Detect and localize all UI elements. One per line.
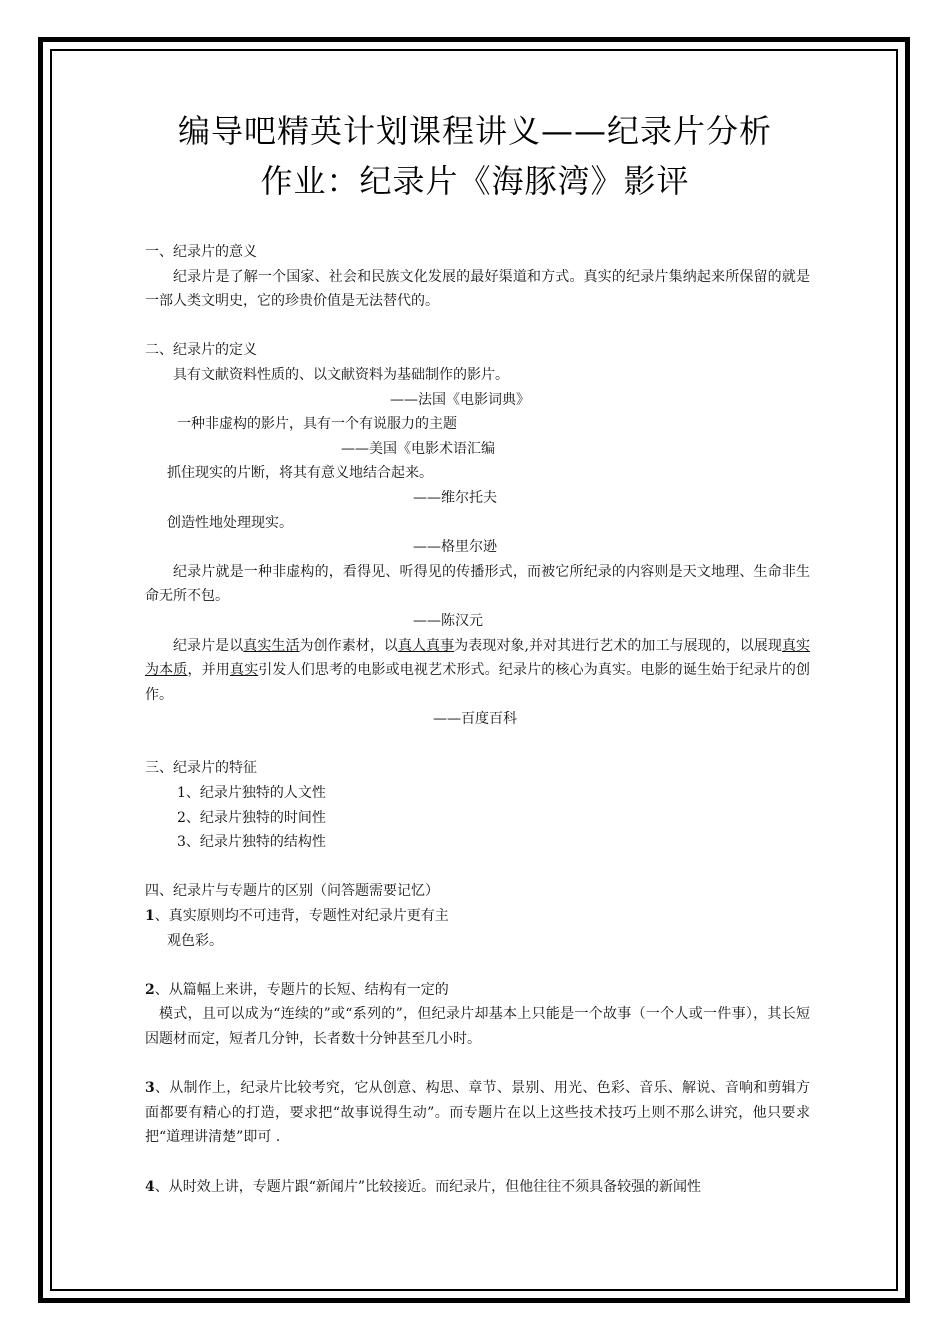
item-number: 3	[145, 1080, 155, 1097]
feature-item: 3、纪录片独特的结构性	[177, 834, 326, 851]
difference-4	[145, 1175, 810, 1200]
item-number: 4	[145, 1178, 155, 1195]
section-heading-differences: 四、纪录片与专题片的区别（问答题需要记忆）	[145, 883, 439, 900]
difference-2-body: 模式，且可以成为“连续的”或“系列的”，但纪录片却基本上只能是一个故事（一个人或一件事），其长短因题材而定，短者几分钟，长者数十分钟甚至几小时。	[145, 1006, 810, 1047]
spacer	[145, 732, 810, 757]
section-heading-definition: 二、纪录片的定义	[145, 342, 257, 359]
difference-text: 、从时效上讲，专题片跟“新闻片”比较接近。而纪录片，但他往往不须具备较强的新闻性	[154, 1178, 702, 1195]
spacer	[145, 855, 810, 880]
difference-3	[145, 1076, 810, 1150]
definition-5: 纪录片就是一种非虚构的，看得见、听得见的传播形式，而被它所纪录的内容则是天文地理、生命非生命无所不包。	[145, 563, 810, 605]
definition-source-6: ——百度百科	[433, 711, 517, 728]
difference-1-line2: 观色彩。	[167, 932, 223, 949]
definition-6-text: 引发人们思考的电影或电视艺术形式。纪录片的核心为真实。电影的诞生始于纪录片的创作。	[145, 662, 811, 703]
definition-6	[145, 634, 810, 708]
difference-text: 、真实原则均不可违背，专题性对纪录片更有主	[154, 908, 449, 925]
item-number: 1	[145, 908, 155, 925]
definition-6-text: 纪录片是以	[173, 637, 244, 654]
definition-source-5: ——陈汉元	[413, 612, 483, 629]
difference-1-line1	[145, 904, 810, 929]
feature-item: 1、纪录片独特的人文性	[177, 785, 326, 802]
definition-source-3: ——维尔托夫	[413, 489, 497, 506]
definition-6-text: ，并用	[187, 662, 230, 679]
underlined-term: 真实生活	[243, 637, 300, 654]
definition-1: 具有文献资料性质的、以文献资料为基础制作的影片。	[173, 366, 509, 383]
difference-text: 、从篇幅上来讲，专题片的长短、结构有一定的	[154, 981, 449, 998]
document-body	[145, 240, 810, 1199]
feature-item: 2、纪录片独特的时间性	[177, 809, 326, 826]
spacer	[145, 953, 810, 978]
underlined-term: 真实	[229, 662, 259, 679]
document-title: 编导吧精英计划课程讲义——纪录片分析	[177, 112, 772, 150]
section-heading-significance: 一、纪录片的意义	[145, 244, 257, 260]
document-subtitle: 作业：纪录片《海豚湾》影评	[260, 162, 690, 200]
definition-6-text: 为创作素材，以	[299, 637, 398, 654]
difference-2-line1	[145, 978, 810, 1003]
spacer	[145, 1052, 810, 1077]
section-heading-features: 三、纪录片的特征	[145, 760, 257, 777]
spacer	[145, 314, 810, 339]
definition-3: 抓住现实的片断，将其有意义地结合起来。	[167, 465, 433, 482]
definition-source-2: ——美国《电影术语汇编	[341, 440, 495, 457]
underlined-term: 真人真事	[397, 637, 455, 654]
item-number: 2	[145, 981, 155, 998]
paragraph-significance: 纪录片是了解一个国家、社会和民族文化发展的最好渠道和方式。真实的纪录片集纳起来所保留的就是一部人类文明史，它的珍贵价值是无法替代的。	[145, 268, 810, 310]
definition-4: 创造性地处理现实。	[167, 514, 293, 531]
definition-2: 一种非虚构的影片，具有一个有说服力的主题	[177, 416, 457, 433]
underlined-term: 真实为本质	[145, 637, 811, 679]
difference-text: 、从制作上，纪录片比较考究，它从创意、构思、章节、景别、用光、色彩、音乐、解说、音响和剪辑方面都要有精心的打造，要求把“故事说得生动”。而专题片在以上这些技术技巧上则不那么讲究，他只要求把“道理讲清楚”即可 .	[145, 1080, 810, 1146]
definition-source-4: ——格里尔逊	[413, 539, 497, 556]
spacer	[145, 1150, 810, 1175]
definition-source-1: ——法国《电影词典》	[390, 391, 530, 408]
definition-6-text: 为表现对象,并对其进行艺术的加工与展现的，以展现	[454, 637, 782, 654]
